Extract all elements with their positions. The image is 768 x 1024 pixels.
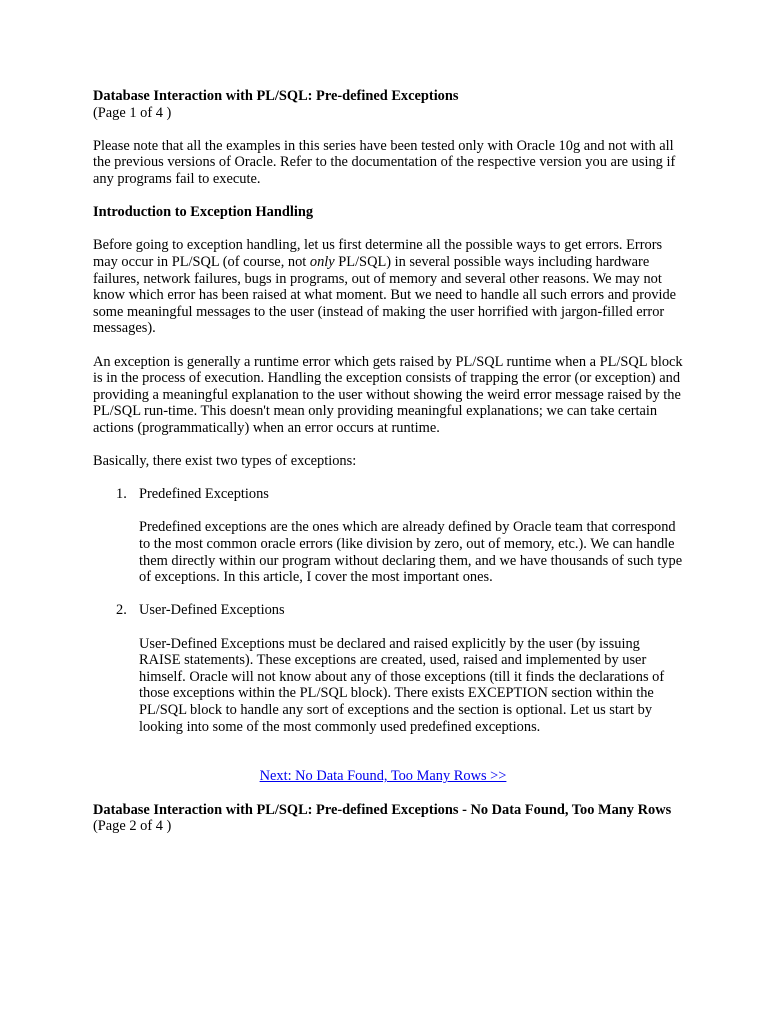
next-page-link[interactable]: Next: No Data Found, Too Many Rows >> bbox=[259, 768, 507, 785]
list-item-description: Predefined exceptions are the ones which are already defined by Oracle team that correspond to the most common oracle errors (like division by zero, out of memory, etc.). We can handle them directly within our program without declaring them, and we have thousands of such type of exceptions. In this article, I cover the most important ones. bbox=[139, 519, 683, 586]
list-item-number: 2. bbox=[116, 602, 127, 619]
list-item-number: 1. bbox=[116, 486, 127, 503]
intro-paragraph bbox=[93, 237, 683, 337]
exception-types-list bbox=[93, 486, 683, 735]
list-item-title: Predefined Exceptions bbox=[139, 486, 269, 503]
exception-definition-paragraph: An exception is generally a runtime error which gets raised by PL/SQL runtime when a PL/SQL block is in the process of execution. Handling the exception consists of trapping the error (or exception) and providing a meaningful explanation to the user without showing the weird error message raised by the PL/SQL run-time. This doesn't mean only providing meaningful explanations; we can take certain actions (programmatically) when an error occurs at runtime. bbox=[93, 353, 683, 436]
document-page bbox=[93, 88, 683, 835]
exception-types-intro: Basically, there exist two types of exceptions: bbox=[93, 453, 357, 470]
list-item bbox=[93, 602, 683, 735]
section2-page-indicator: (Page 2 of 4 ) bbox=[93, 818, 172, 835]
next-link-container bbox=[93, 768, 683, 785]
list-item-description: User-Defined Exceptions must be declared and raised explicitly by the user (by issuing RAISE statements). These exceptions are created, used, raised and implemented by user himself. Oracle will not know about any of those exceptions (till it finds the declarations of those exceptions within the PL/SQL block). There exists EXCEPTION section within the PL/SQL block to handle any sort of exceptions and the section is optional. Let us start by looking into some of the most commonly used predefined exceptions. bbox=[139, 635, 665, 735]
section2-title: Database Interaction with PL/SQL: Pre-defined Exceptions - No Data Found, Too Many Rows bbox=[93, 801, 672, 818]
compatibility-note: Please note that all the examples in this series have been tested only with Oracle 10g and not with all the previous versions of Oracle. Refer to the documentation of the respective version you are using if any programs fail to execute. bbox=[93, 137, 676, 187]
intro-paragraph-end: PL/SQL) in several possible ways including hardware failures, network failures, bugs in programs, out of memory and several other reasons. We may not know which error has been raised at what moment. But we need to handle all such errors and provide some meaningful messages to the user (instead of making the user horrified with jargon-filled error messages). bbox=[93, 253, 677, 337]
section1-page-indicator: (Page 1 of 4 ) bbox=[93, 104, 172, 121]
section1-title: Database Interaction with PL/SQL: Pre-defined Exceptions bbox=[93, 88, 459, 104]
intro-paragraph-start: Before going to exception handling, let us first determine all the possible ways to get errors. Errors may occur in PL/SQL (of course, not bbox=[93, 237, 663, 270]
intro-paragraph-emphasis: only bbox=[309, 253, 335, 270]
intro-heading: Introduction to Exception Handling bbox=[93, 204, 314, 221]
list-item bbox=[93, 486, 683, 602]
list-item-title: User-Defined Exceptions bbox=[139, 602, 285, 619]
